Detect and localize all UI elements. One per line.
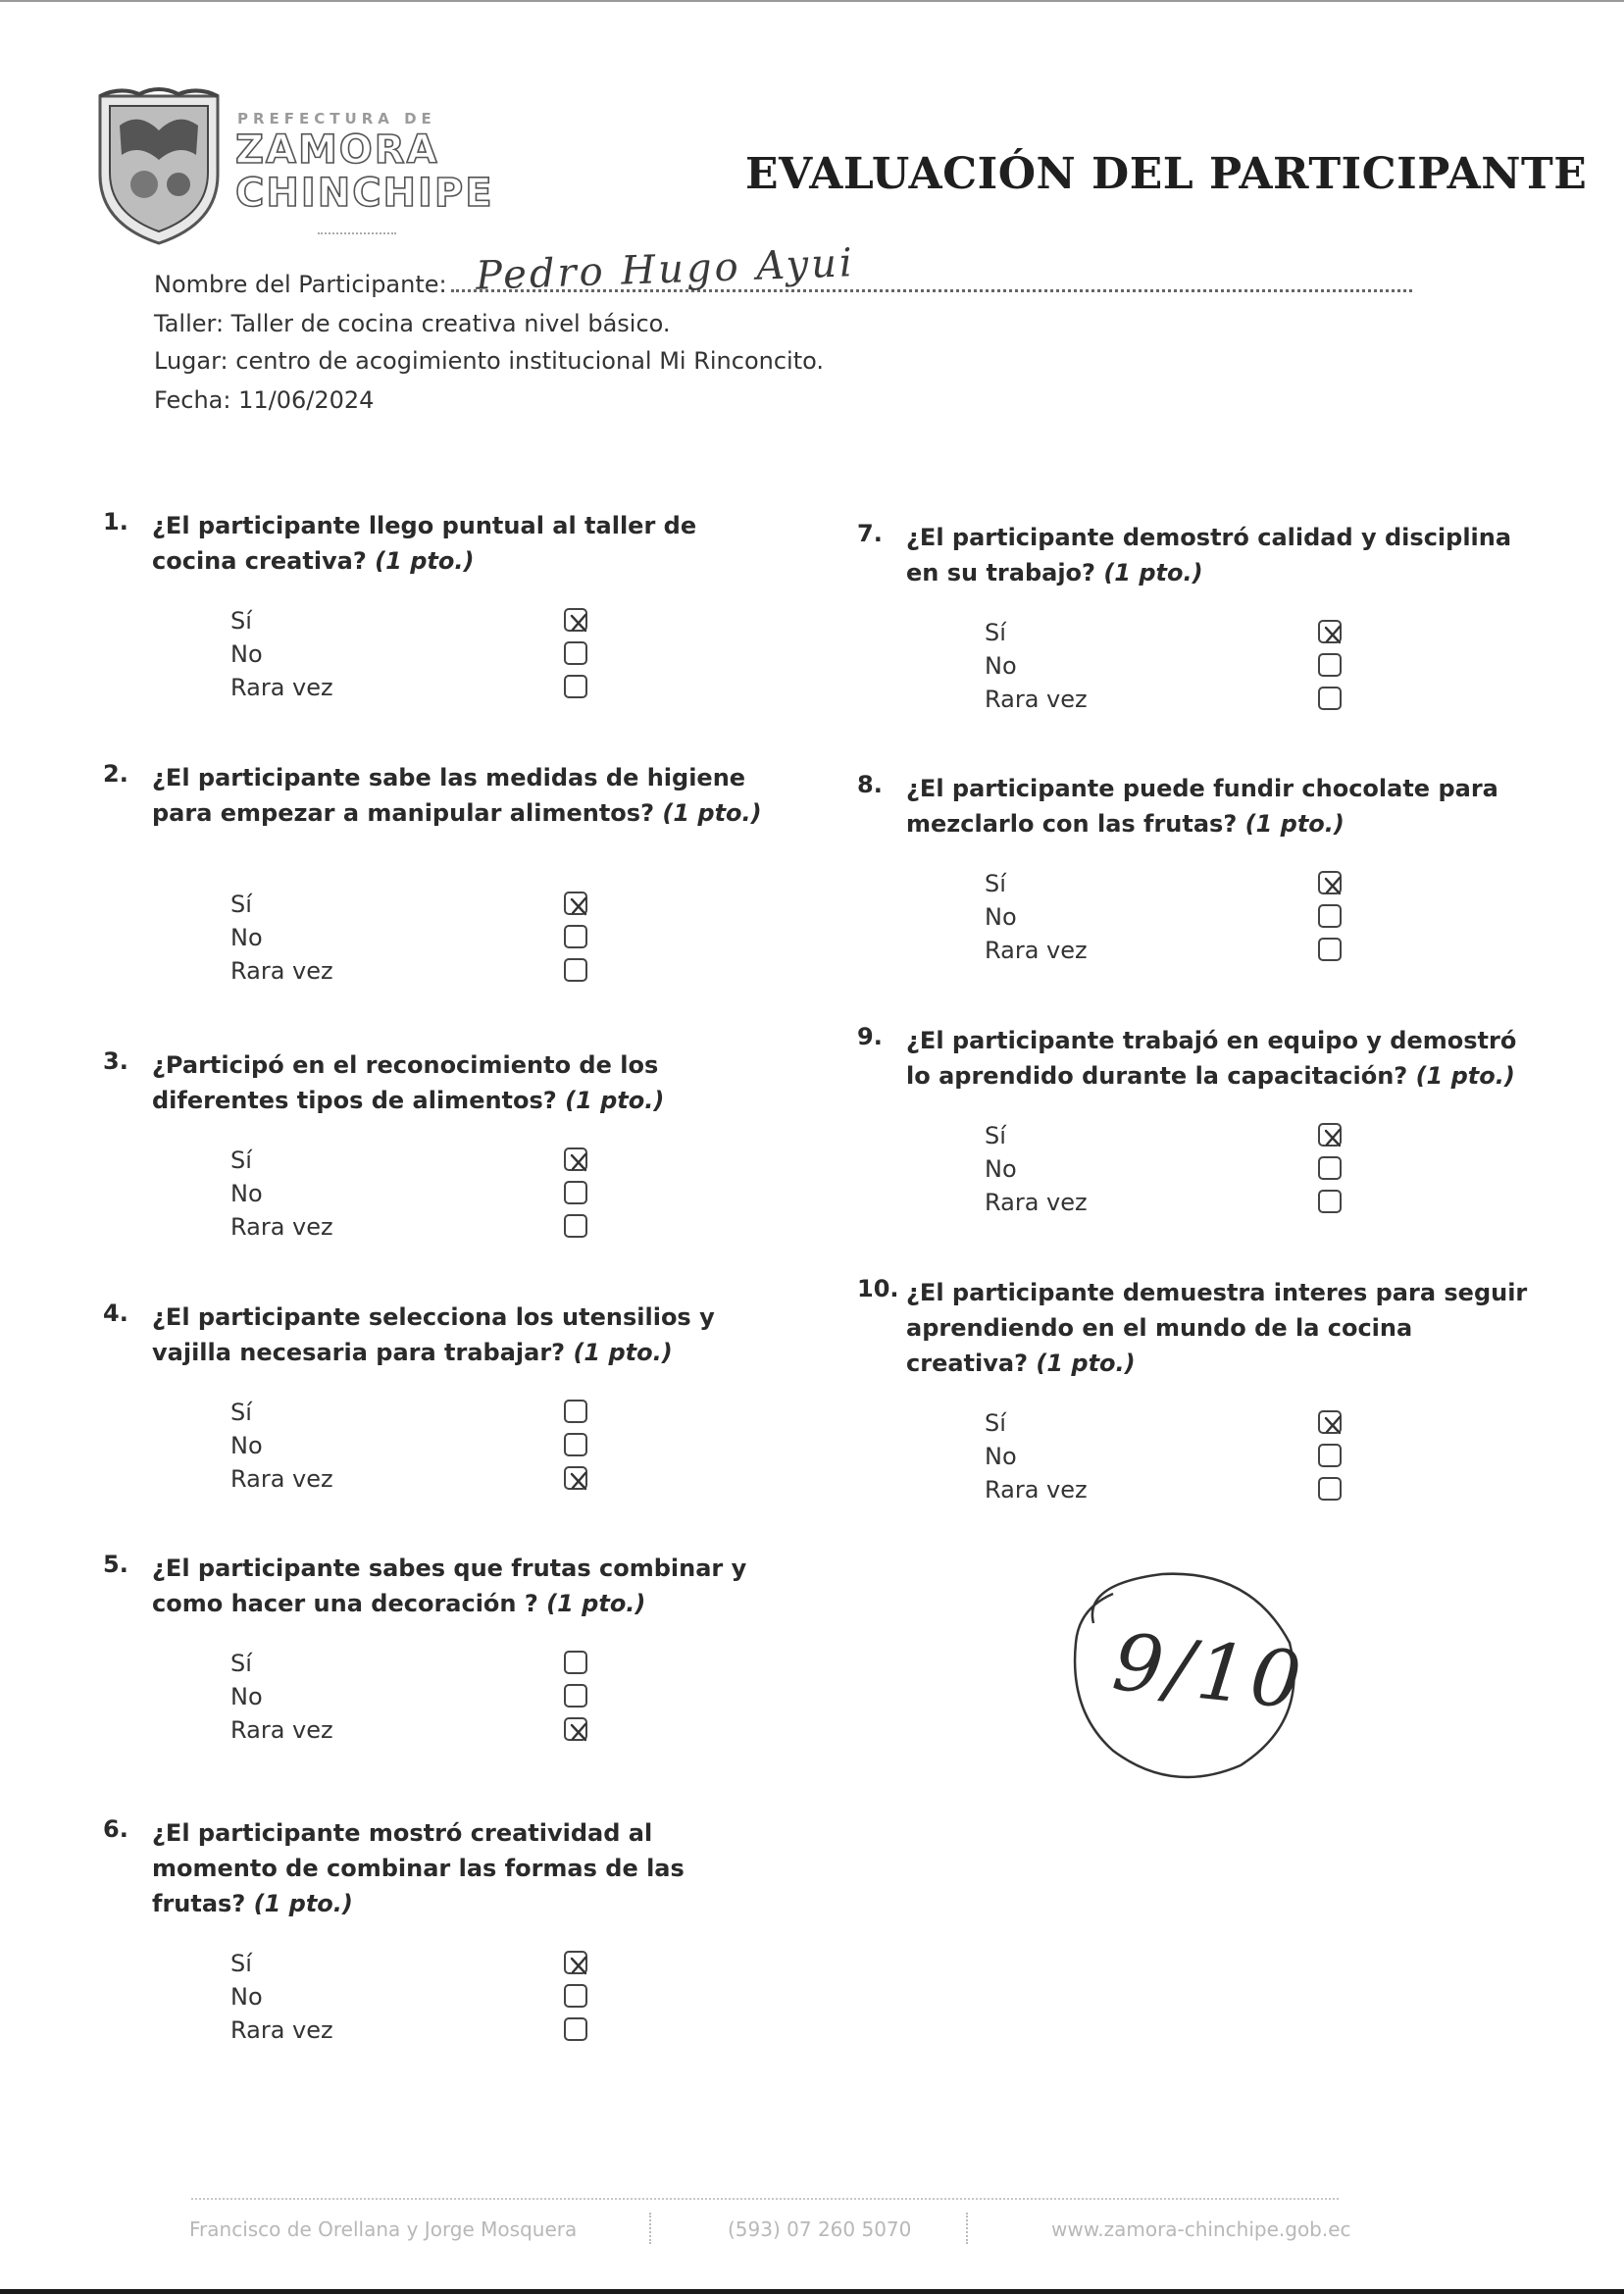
checkbox-empty[interactable] bbox=[1318, 1477, 1342, 1501]
checkbox-checked[interactable] bbox=[564, 892, 587, 915]
checkbox-empty[interactable] bbox=[564, 925, 587, 948]
question-text bbox=[906, 520, 1534, 590]
answer-option-label: No bbox=[230, 640, 263, 668]
question-text bbox=[152, 1551, 780, 1621]
answer-option-label: No bbox=[985, 903, 1017, 931]
question-number: 8. bbox=[857, 771, 883, 798]
answer-options bbox=[985, 1119, 1377, 1219]
answer-option-label: No bbox=[985, 1155, 1017, 1183]
answer-options bbox=[985, 1406, 1377, 1506]
question-text bbox=[152, 1047, 780, 1118]
answer-option-label: No bbox=[230, 1983, 263, 2011]
question-text-body: ¿El participante trabajó en equipo y demostró lo aprendido durante la capacitación? bbox=[906, 1027, 1517, 1090]
checkbox-empty[interactable] bbox=[564, 1684, 587, 1708]
question-text bbox=[906, 1275, 1534, 1381]
footer-divider bbox=[191, 2198, 1339, 2200]
answer-option-label: Sí bbox=[985, 1122, 1006, 1149]
checkbox-checked[interactable] bbox=[564, 1717, 587, 1741]
question-text bbox=[152, 508, 780, 579]
answer-option bbox=[230, 1429, 623, 1462]
logo-prefectura-text: PREFECTURA DE bbox=[237, 110, 436, 127]
footer-website: www.zamora-chinchipe.gob.ec bbox=[1051, 2218, 1351, 2241]
answer-option bbox=[230, 921, 623, 954]
answer-options bbox=[230, 604, 623, 704]
answer-option bbox=[230, 1396, 623, 1429]
page-top-edge bbox=[0, 0, 1624, 2]
question-points: (1 pto.) bbox=[1036, 1350, 1136, 1377]
answer-option-label: Rara vez bbox=[230, 1716, 333, 1744]
question-number: 6. bbox=[103, 1815, 128, 1843]
checkbox-checked[interactable] bbox=[1318, 871, 1342, 894]
logo-chinchipe-text: CHINCHIPE bbox=[235, 171, 494, 216]
answer-option-label: No bbox=[985, 652, 1017, 680]
answer-option bbox=[230, 637, 623, 671]
taller-line: Taller: Taller de cocina creativa nivel básico. bbox=[154, 310, 671, 337]
question-points: (1 pto.) bbox=[1103, 559, 1203, 586]
question-text bbox=[152, 1300, 780, 1370]
answer-option bbox=[985, 1152, 1377, 1186]
answer-option bbox=[230, 1144, 623, 1177]
checkbox-checked[interactable] bbox=[564, 1951, 587, 1974]
answer-option bbox=[230, 2014, 623, 2047]
question-points: (1 pto.) bbox=[565, 1087, 665, 1114]
checkbox-empty[interactable] bbox=[1318, 938, 1342, 961]
question-text bbox=[906, 1023, 1534, 1094]
answer-option bbox=[230, 1462, 623, 1496]
checkbox-empty[interactable] bbox=[1318, 687, 1342, 710]
checkbox-empty[interactable] bbox=[1318, 1156, 1342, 1180]
logo-zamora-text: ZAMORA bbox=[235, 127, 439, 173]
checkbox-empty[interactable] bbox=[1318, 1444, 1342, 1467]
checkbox-checked[interactable] bbox=[564, 608, 587, 632]
participant-name-handwritten: Pedro Hugo Ayui bbox=[475, 240, 856, 299]
checkbox-empty[interactable] bbox=[564, 1984, 587, 2008]
answer-option-label: No bbox=[230, 1683, 263, 1710]
x-mark-icon bbox=[1320, 1125, 1345, 1150]
checkbox-empty[interactable] bbox=[1318, 1190, 1342, 1213]
answer-option bbox=[230, 1713, 623, 1747]
answer-option-label: No bbox=[985, 1443, 1017, 1470]
answer-option bbox=[230, 954, 623, 988]
answer-option bbox=[985, 649, 1377, 683]
answer-option bbox=[985, 1186, 1377, 1219]
x-mark-icon bbox=[566, 1953, 591, 1978]
question-text bbox=[152, 1815, 780, 1921]
checkbox-checked[interactable] bbox=[564, 1466, 587, 1490]
checkbox-checked[interactable] bbox=[564, 1147, 587, 1171]
answer-option bbox=[230, 888, 623, 921]
answer-option-label: Rara vez bbox=[230, 1213, 333, 1241]
answer-option-label: Sí bbox=[230, 1650, 252, 1677]
answer-options bbox=[230, 1947, 623, 2047]
answer-option bbox=[985, 900, 1377, 934]
x-mark-icon bbox=[566, 610, 591, 636]
answer-option bbox=[985, 934, 1377, 967]
question-number: 3. bbox=[103, 1047, 128, 1075]
page-bottom-edge bbox=[0, 2289, 1624, 2294]
question-points: (1 pto.) bbox=[375, 547, 475, 575]
answer-option bbox=[985, 1473, 1377, 1506]
answer-option bbox=[985, 1440, 1377, 1473]
question-points: (1 pto.) bbox=[1244, 810, 1345, 838]
question-points: (1 pto.) bbox=[662, 799, 762, 827]
question-number: 9. bbox=[857, 1023, 883, 1050]
checkbox-empty[interactable] bbox=[564, 1214, 587, 1238]
answer-option-label: Sí bbox=[230, 607, 252, 635]
question-text-body: ¿El participante demuestra interes para seguir aprendiendo en el mundo de la cocina creativa? bbox=[906, 1279, 1528, 1377]
answer-option bbox=[230, 1210, 623, 1244]
x-mark-icon bbox=[566, 1719, 591, 1745]
checkbox-empty[interactable] bbox=[1318, 904, 1342, 928]
score-value: 9/10 bbox=[1108, 1615, 1309, 1727]
answer-option-label: Sí bbox=[985, 870, 1006, 897]
checkbox-empty[interactable] bbox=[564, 958, 587, 982]
prefectura-logo bbox=[90, 86, 502, 248]
x-mark-icon bbox=[1320, 1412, 1345, 1438]
answer-option-label: No bbox=[230, 1180, 263, 1207]
question-points: (1 pto.) bbox=[573, 1339, 673, 1366]
checkbox-checked[interactable] bbox=[1318, 1123, 1342, 1147]
answer-option bbox=[230, 1947, 623, 1980]
answer-options bbox=[230, 1144, 623, 1244]
answer-options bbox=[230, 1396, 623, 1496]
x-mark-icon bbox=[566, 1468, 591, 1494]
answer-option-label: Sí bbox=[230, 891, 252, 918]
answer-option bbox=[985, 616, 1377, 649]
answer-options bbox=[230, 888, 623, 988]
question-text-body: ¿El participante selecciona los utensilios y vajilla necesaria para trabajar? bbox=[152, 1303, 715, 1366]
question-number: 4. bbox=[103, 1300, 128, 1327]
answer-option-label: Rara vez bbox=[230, 1465, 333, 1493]
answer-option-label: Sí bbox=[230, 1950, 252, 1977]
answer-option bbox=[230, 1177, 623, 1210]
question-text-body: ¿El participante sabes que frutas combinar y como hacer una decoración ? bbox=[152, 1555, 747, 1617]
checkbox-empty[interactable] bbox=[564, 641, 587, 665]
answer-option-label: No bbox=[230, 1432, 263, 1459]
question-number: 7. bbox=[857, 520, 883, 547]
question-text-body: ¿El participante mostró creatividad al momento de combinar las formas de las frutas? bbox=[152, 1819, 685, 1917]
answer-option bbox=[230, 1980, 623, 2014]
answer-options bbox=[230, 1647, 623, 1747]
answer-option-label: Rara vez bbox=[985, 1189, 1088, 1216]
footer-separator bbox=[649, 2213, 651, 2244]
answer-option-label: No bbox=[230, 924, 263, 951]
checkbox-empty[interactable] bbox=[564, 1433, 587, 1456]
answer-options bbox=[985, 616, 1377, 716]
answer-option-label: Sí bbox=[230, 1147, 252, 1174]
checkbox-empty[interactable] bbox=[564, 1400, 587, 1423]
answer-option-label: Rara vez bbox=[230, 2016, 333, 2044]
answer-option bbox=[985, 683, 1377, 716]
question-text-body: ¿El participante puede fundir chocolate para mezclarlo con las frutas? bbox=[906, 775, 1498, 838]
question-text-body: ¿Participó en el reconocimiento de los diferentes tipos de alimentos? bbox=[152, 1051, 659, 1114]
question-text-body: ¿El participante demostró calidad y disciplina en su trabajo? bbox=[906, 524, 1512, 586]
answer-option-label: Sí bbox=[985, 619, 1006, 646]
x-mark-icon bbox=[1320, 873, 1345, 898]
checkbox-empty[interactable] bbox=[564, 1181, 587, 1204]
question-number: 5. bbox=[103, 1551, 128, 1578]
x-mark-icon bbox=[566, 893, 591, 919]
logo-dotted-line bbox=[318, 232, 396, 234]
score-mark bbox=[1054, 1564, 1309, 1790]
footer-phone: (593) 07 260 5070 bbox=[728, 2218, 912, 2241]
answer-option-label: Rara vez bbox=[985, 686, 1088, 713]
checkbox-checked[interactable] bbox=[1318, 1410, 1342, 1434]
fecha-line: Fecha: 11/06/2024 bbox=[154, 386, 375, 414]
x-mark-icon bbox=[1320, 622, 1345, 647]
question-points: (1 pto.) bbox=[546, 1590, 646, 1617]
participant-name-label: Nombre del Participante: bbox=[154, 271, 447, 298]
checkbox-empty[interactable] bbox=[564, 2017, 587, 2041]
answer-option-label: Rara vez bbox=[985, 1476, 1088, 1504]
checkbox-empty[interactable] bbox=[1318, 653, 1342, 677]
checkbox-checked[interactable] bbox=[1318, 620, 1342, 643]
answer-option-label: Sí bbox=[230, 1399, 252, 1426]
answer-option-label: Sí bbox=[985, 1409, 1006, 1437]
footer-address: Francisco de Orellana y Jorge Mosquera bbox=[189, 2218, 578, 2241]
question-number: 10. bbox=[857, 1275, 899, 1302]
answer-option bbox=[985, 1406, 1377, 1440]
question-text bbox=[152, 760, 780, 831]
footer-separator bbox=[966, 2213, 968, 2244]
coat-of-arms-icon bbox=[90, 86, 228, 248]
x-mark-icon bbox=[566, 1149, 591, 1175]
question-points: (1 pto.) bbox=[253, 1890, 353, 1917]
answer-option bbox=[230, 1647, 623, 1680]
checkbox-empty[interactable] bbox=[564, 1651, 587, 1674]
answer-option bbox=[230, 604, 623, 637]
answer-option bbox=[230, 671, 623, 704]
document-title: EVALUACIÓN DEL PARTICIPANTE bbox=[745, 149, 1588, 199]
answer-option bbox=[230, 1680, 623, 1713]
question-text bbox=[906, 771, 1534, 841]
question-text-body: ¿El participante llego puntual al taller de cocina creativa? bbox=[152, 512, 697, 575]
question-number: 1. bbox=[103, 508, 128, 535]
answer-option-label: Rara vez bbox=[985, 937, 1088, 964]
answer-option-label: Rara vez bbox=[230, 674, 333, 701]
question-number: 2. bbox=[103, 760, 128, 788]
question-points: (1 pto.) bbox=[1415, 1062, 1515, 1090]
answer-option bbox=[985, 1119, 1377, 1152]
checkbox-empty[interactable] bbox=[564, 675, 587, 698]
answer-options bbox=[985, 867, 1377, 967]
lugar-line: Lugar: centro de acogimiento institucional Mi Rinconcito. bbox=[154, 347, 825, 375]
answer-option-label: Rara vez bbox=[230, 957, 333, 985]
answer-option bbox=[985, 867, 1377, 900]
question-text-body: ¿El participante sabe las medidas de higiene para empezar a manipular alimentos? bbox=[152, 764, 746, 827]
